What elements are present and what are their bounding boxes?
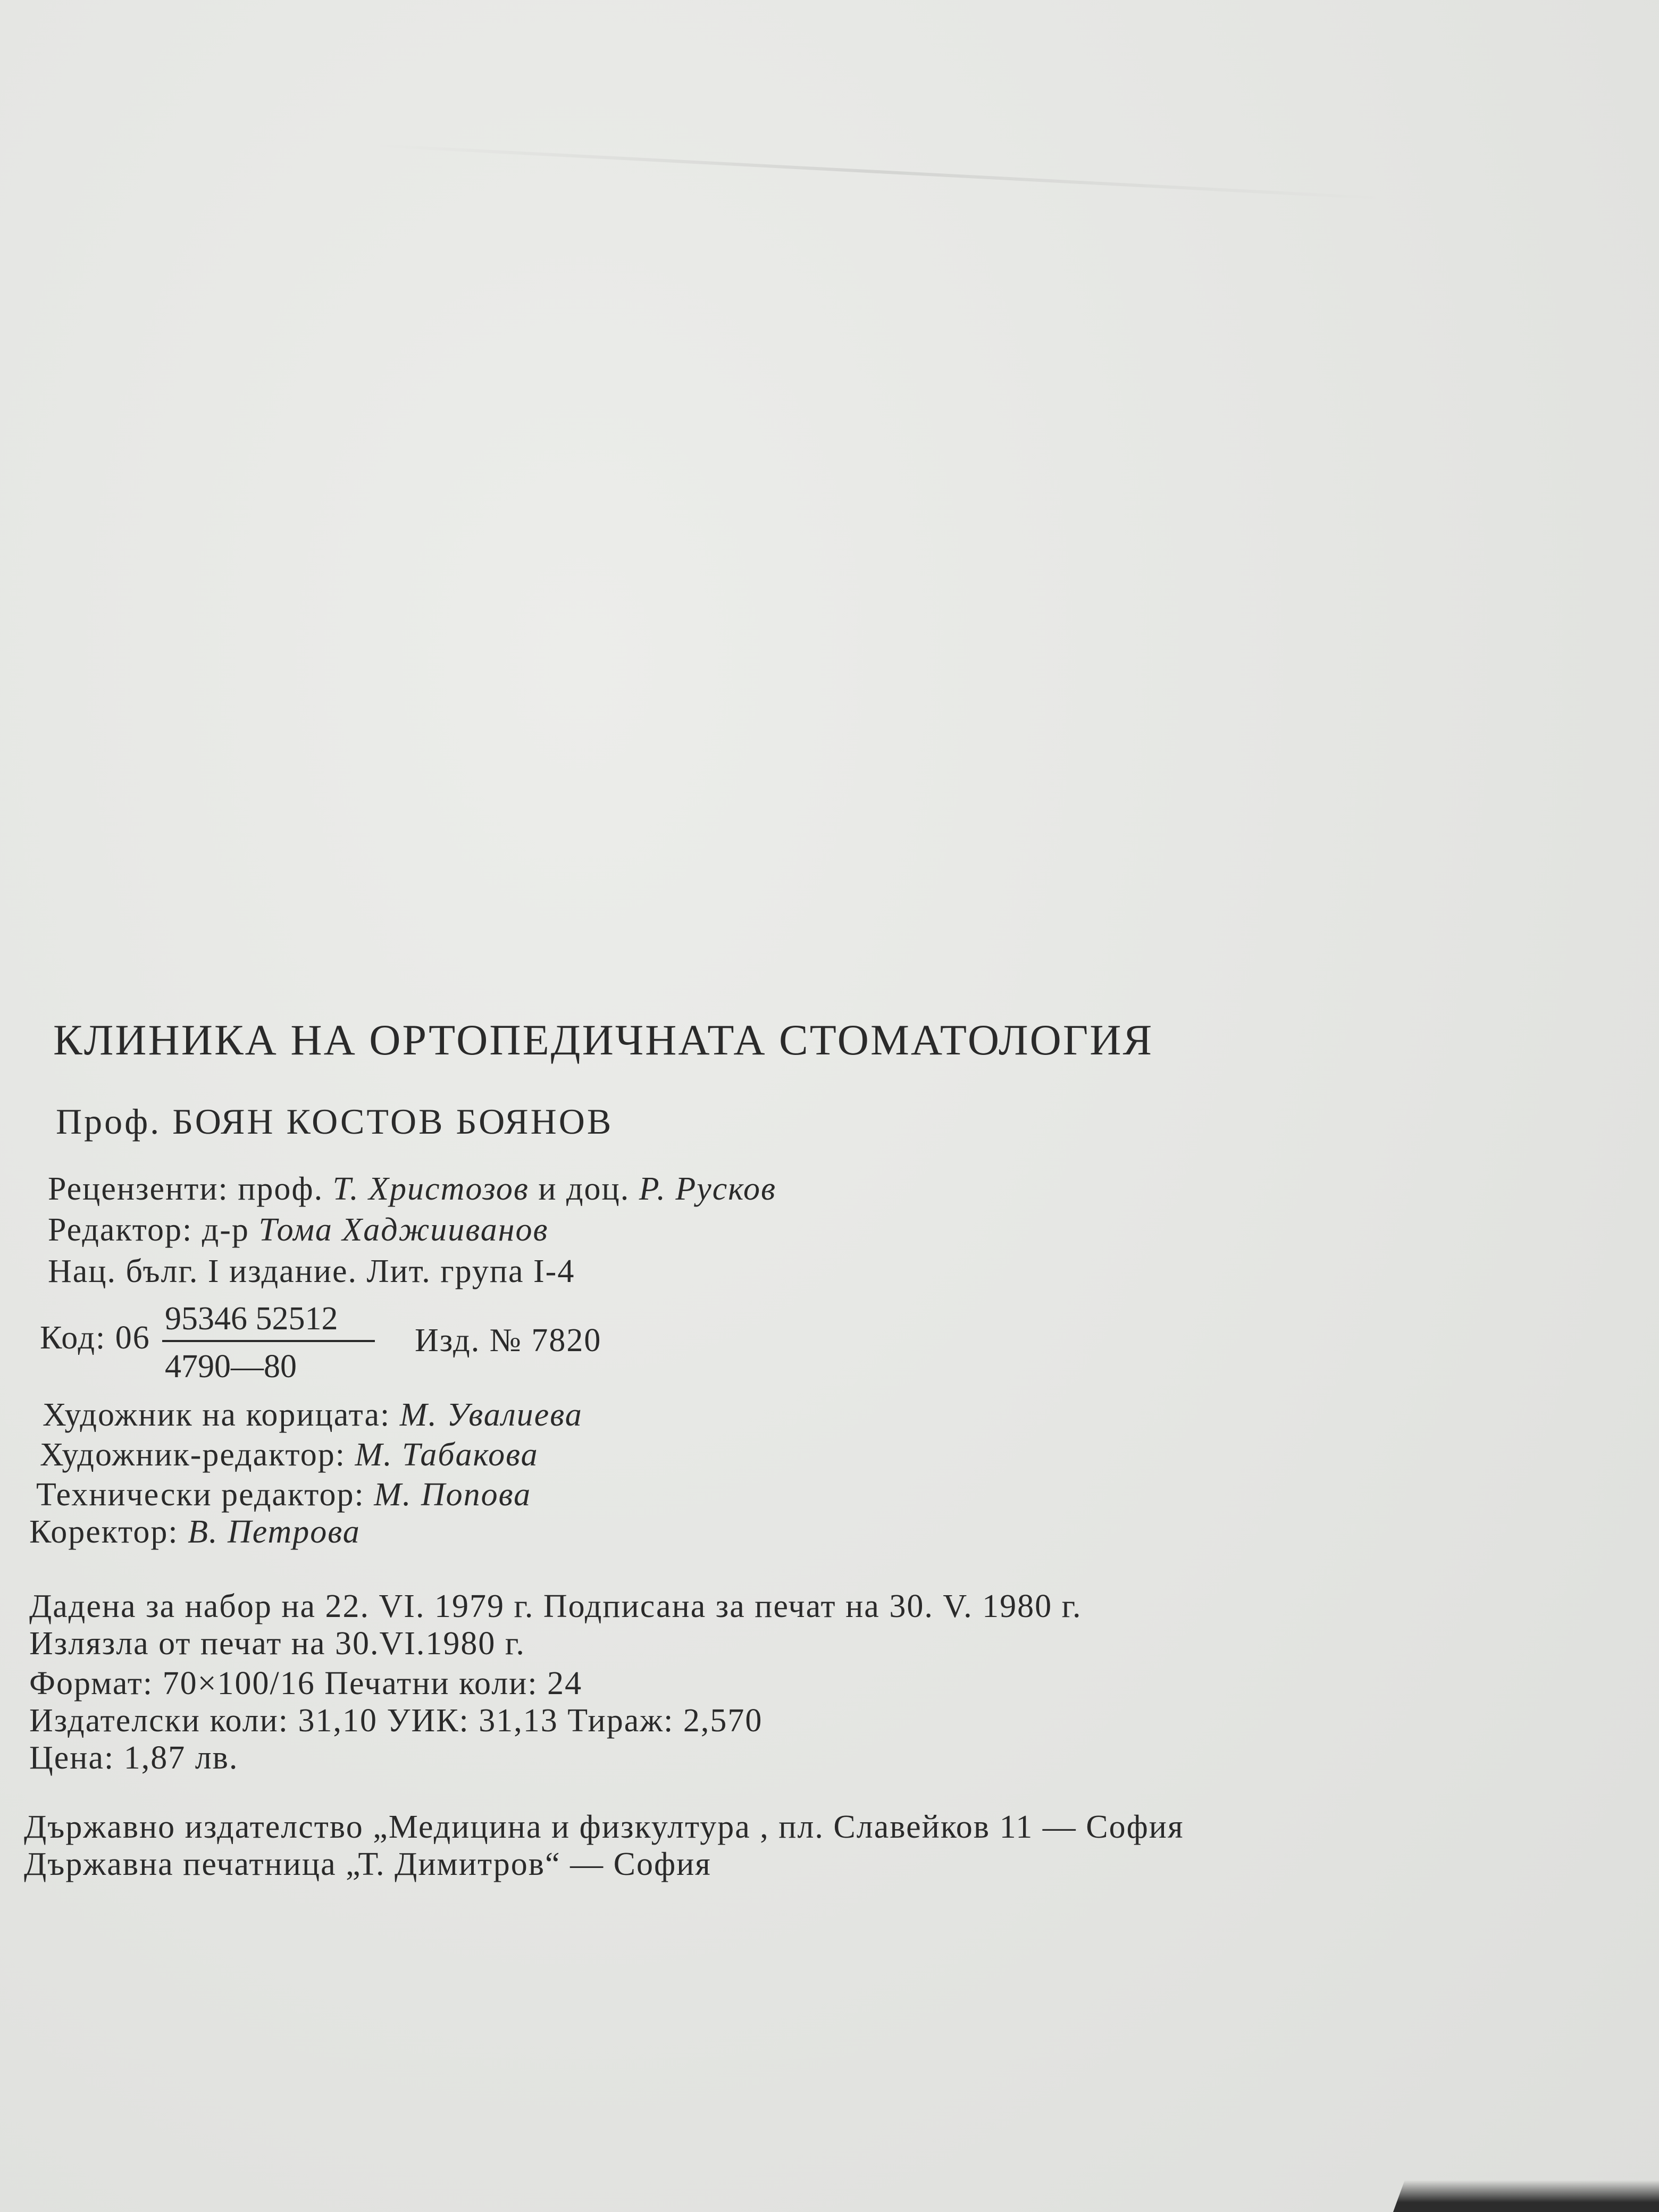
proofreader-line (29, 1515, 361, 1548)
cover-artist-name: М. Увалиева (399, 1397, 583, 1433)
art-editor-line (40, 1438, 539, 1471)
reviewers-line (48, 1172, 776, 1205)
reviewers-joiner: и доц. (538, 1171, 630, 1207)
tech-editor-line (36, 1478, 531, 1511)
reviewer-name-1: Т. Христозов (332, 1171, 529, 1207)
proofreader-label: Коректор: (29, 1514, 179, 1550)
code-label: Код: 06 (40, 1320, 150, 1356)
cover-artist-line (43, 1398, 583, 1431)
art-editor-label: Художник-редактор: (40, 1437, 346, 1473)
proofreader-name: В. Петрова (188, 1514, 361, 1550)
izd-number: Изд. № 7820 (415, 1322, 602, 1359)
editor-line (48, 1213, 548, 1246)
code-denominator: 4790—80 (165, 1348, 297, 1385)
code-fraction-bar (162, 1340, 375, 1342)
print-info-line-1: Дадена за набор на 22. VI. 1979 г. Подписана за печат на 30. V. 1980 г. (29, 1588, 1082, 1624)
paper-crease (373, 144, 1382, 199)
tech-editor-label: Технически редактор: (36, 1477, 365, 1513)
book-author: Проф. БОЯН КОСТОВ БОЯНОВ (56, 1101, 614, 1142)
reviewer-name-2: Р. Русков (639, 1171, 776, 1207)
code-numerator: 95346 52512 (165, 1301, 338, 1337)
book-title: КЛИНИКА НА ОРТОПЕДИЧНАТА СТОМАТОЛОГИЯ (53, 1016, 1154, 1064)
publisher-line-1: Държавно издателство „Медицина и физкултура , пл. Славейков 11 — София (24, 1809, 1184, 1845)
tech-editor-name: М. Попова (374, 1477, 532, 1513)
editor-name: Тома Хаджииванов (258, 1212, 549, 1248)
page-edge-shadow (1393, 2180, 1659, 2212)
print-info-line-4: Издателски коли: 31,10 УИК: 31,13 Тираж: 2,570 (29, 1703, 763, 1739)
edition-line: Нац. бълг. I издание. Лит. група I-4 (48, 1253, 575, 1289)
publisher-line-2: Държавна печатница „Т. Димитров“ — София (24, 1846, 711, 1882)
cover-artist-label: Художник на корицата: (43, 1397, 391, 1433)
art-editor-name: М. Табакова (355, 1437, 539, 1473)
editor-label: Редактор: д-р (48, 1212, 249, 1248)
print-info-line-3: Формат: 70×100/16 Печатни коли: 24 (29, 1665, 583, 1702)
reviewers-label: Рецензенти: проф. (48, 1171, 324, 1207)
print-info-line-5: Цена: 1,87 лв. (29, 1740, 239, 1776)
print-info-line-2: Излязла от печат на 30.VI.1980 г. (29, 1626, 525, 1662)
